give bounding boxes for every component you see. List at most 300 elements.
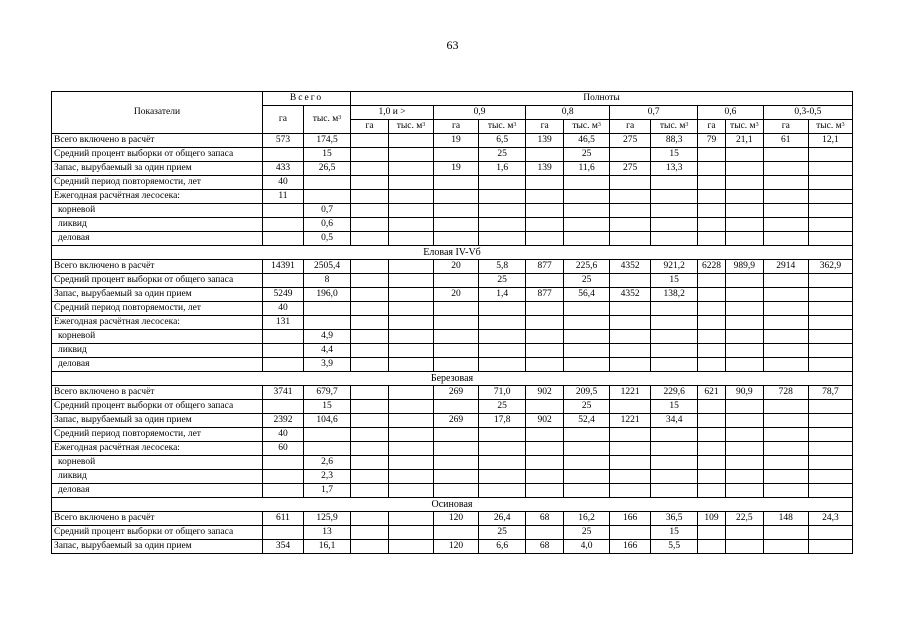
table-row (52, 344, 853, 358)
table-row (52, 386, 853, 400)
table-cell: 8 (303, 274, 350, 288)
table-cell (725, 232, 763, 246)
table-cell (388, 232, 433, 246)
table-cell (388, 288, 433, 302)
table-cell: 2,6 (303, 456, 350, 470)
table-cell (388, 414, 433, 428)
unit-ha: га (610, 120, 651, 134)
table-row (52, 428, 853, 442)
table-cell: 679,7 (303, 386, 350, 400)
table-cell: 1,4 (479, 288, 526, 302)
table-row (52, 316, 853, 330)
table-cell: 921,2 (651, 260, 698, 274)
table-cell (564, 190, 610, 204)
table-cell (610, 148, 651, 162)
table-cell (388, 274, 433, 288)
table-cell: 728 (763, 386, 808, 400)
table-cell (651, 330, 698, 344)
row-label: Средний процент выборки от общего запаса (52, 400, 263, 414)
table-cell (610, 470, 651, 484)
unit-ha: га (698, 120, 726, 134)
table-cell: 16,2 (564, 512, 610, 526)
table-cell: 3,9 (303, 358, 350, 372)
table-cell (651, 344, 698, 358)
table-cell (351, 288, 389, 302)
table-cell (808, 218, 852, 232)
forest-table (51, 91, 853, 554)
table-cell: 5249 (262, 288, 303, 302)
table-row (52, 218, 853, 232)
table-cell (526, 218, 564, 232)
table-cell (303, 316, 350, 330)
table-cell (388, 260, 433, 274)
table-cell (698, 162, 726, 176)
table-cell (479, 190, 526, 204)
table-cell (262, 148, 303, 162)
unit-m3: тыс. $м^3$ (651, 120, 698, 134)
row-label: корневой (52, 456, 263, 470)
table-cell: 229,6 (651, 386, 698, 400)
table-cell (351, 260, 389, 274)
table-cell (564, 204, 610, 218)
table-cell: 269 (434, 386, 479, 400)
table-cell (698, 358, 726, 372)
table-cell: 131 (262, 316, 303, 330)
table-cell (526, 302, 564, 316)
table-cell (351, 358, 389, 372)
table-cell: 120 (434, 512, 479, 526)
table-cell: 46,5 (564, 134, 610, 148)
table-row (52, 414, 853, 428)
table-cell (763, 484, 808, 498)
table-cell (434, 456, 479, 470)
row-label: корневой (52, 204, 263, 218)
row-label: Запас, вырубаемый за один прием (52, 414, 263, 428)
table-row (52, 540, 853, 554)
table-cell (479, 218, 526, 232)
table-cell: 4,9 (303, 330, 350, 344)
table-cell: 1221 (610, 414, 651, 428)
table-cell (351, 302, 389, 316)
table-cell (725, 288, 763, 302)
table-cell (610, 428, 651, 442)
table-cell (526, 484, 564, 498)
table-cell: 611 (262, 512, 303, 526)
table-cell: 104,6 (303, 414, 350, 428)
table-cell (808, 204, 852, 218)
table-cell (564, 344, 610, 358)
unit-ha: га (526, 120, 564, 134)
table-cell: 0,7 (303, 204, 350, 218)
table-cell (262, 218, 303, 232)
row-label: Запас, вырубаемый за один прием (52, 162, 263, 176)
table-cell (351, 274, 389, 288)
table-cell (564, 442, 610, 456)
table-cell (808, 484, 852, 498)
table-cell: 40 (262, 428, 303, 442)
table-cell (725, 330, 763, 344)
table-cell (526, 330, 564, 344)
table-cell (808, 442, 852, 456)
row-label: Средний период повторяемости, лет (52, 176, 263, 190)
table-cell: 354 (262, 540, 303, 554)
table-cell (434, 316, 479, 330)
table-cell: 79 (698, 134, 726, 148)
table-cell (388, 400, 433, 414)
table-cell (434, 274, 479, 288)
table-row (52, 470, 853, 484)
table-cell (763, 316, 808, 330)
table-cell (763, 232, 808, 246)
table-cell (651, 204, 698, 218)
table-cell (479, 428, 526, 442)
table-cell (698, 470, 726, 484)
table-cell (434, 442, 479, 456)
table-cell (610, 204, 651, 218)
table-cell (808, 316, 852, 330)
table-cell (303, 302, 350, 316)
table-cell (526, 470, 564, 484)
table-cell (564, 176, 610, 190)
section-title: Осиновая (52, 498, 853, 512)
section-title: Еловая IV-Vб (52, 246, 853, 260)
table-cell (526, 526, 564, 540)
table-cell (725, 302, 763, 316)
table-cell: 34,4 (651, 414, 698, 428)
row-label: Ежегодная расчётная лесосека: (52, 190, 263, 204)
table-cell (763, 526, 808, 540)
page-number: 63 (446, 38, 459, 52)
table-cell (351, 456, 389, 470)
row-label: Запас, вырубаемый за один прием (52, 540, 263, 554)
table-cell (564, 302, 610, 316)
density-group-header: 0,6 (698, 106, 764, 120)
table-cell (388, 204, 433, 218)
table-cell: 2505,4 (303, 260, 350, 274)
table-cell (698, 442, 726, 456)
table-cell (262, 484, 303, 498)
table-cell (479, 330, 526, 344)
density-group-header: 0,3-0,5 (763, 106, 852, 120)
table-cell (388, 162, 433, 176)
table-cell (388, 428, 433, 442)
table-cell (763, 442, 808, 456)
table-cell (351, 232, 389, 246)
table-cell: 2914 (763, 260, 808, 274)
table-cell (262, 232, 303, 246)
table-cell: 902 (526, 386, 564, 400)
table-row (52, 148, 853, 162)
table-cell (479, 316, 526, 330)
table-cell: 68 (526, 540, 564, 554)
table-cell (434, 302, 479, 316)
table-cell (725, 162, 763, 176)
section-row (52, 372, 853, 386)
table-cell (725, 428, 763, 442)
table-cell (388, 456, 433, 470)
table-cell (698, 302, 726, 316)
table-cell (651, 456, 698, 470)
table-body (52, 134, 853, 554)
table-cell: 0,5 (303, 232, 350, 246)
table-cell (351, 526, 389, 540)
table-row (52, 162, 853, 176)
table-row (52, 456, 853, 470)
table-cell: 209,5 (564, 386, 610, 400)
table-cell: 25 (479, 148, 526, 162)
table-cell (526, 316, 564, 330)
table-cell: 5,8 (479, 260, 526, 274)
table-cell: 26,4 (479, 512, 526, 526)
row-label: деловая (52, 484, 263, 498)
table-cell (763, 358, 808, 372)
table-cell (351, 162, 389, 176)
table-cell (651, 470, 698, 484)
table-cell (763, 288, 808, 302)
table-cell (262, 358, 303, 372)
table-cell: 196,0 (303, 288, 350, 302)
table-row (52, 330, 853, 344)
table-cell (351, 344, 389, 358)
table-cell: 1,7 (303, 484, 350, 498)
table-cell (725, 316, 763, 330)
table-cell (725, 540, 763, 554)
table-cell (262, 470, 303, 484)
table-cell: 174,5 (303, 134, 350, 148)
table-cell (351, 148, 389, 162)
table-cell (763, 540, 808, 554)
table-cell (564, 330, 610, 344)
header-total: Всего (262, 92, 350, 106)
table-cell (698, 190, 726, 204)
table-cell: 78,7 (808, 386, 852, 400)
table-cell: 40 (262, 176, 303, 190)
table-cell (526, 344, 564, 358)
table-cell (610, 190, 651, 204)
row-label: Средний процент выборки от общего запаса (52, 274, 263, 288)
table-cell: 6,6 (479, 540, 526, 554)
table-cell (388, 386, 433, 400)
table-cell (564, 232, 610, 246)
table-cell: 166 (610, 540, 651, 554)
table-cell: 621 (698, 386, 726, 400)
section-row (52, 246, 853, 260)
density-group-header: 0,8 (526, 106, 610, 120)
table-cell: 877 (526, 288, 564, 302)
table-cell (564, 358, 610, 372)
table-cell (610, 526, 651, 540)
row-label: ликвид (52, 344, 263, 358)
table-cell: 12,1 (808, 134, 852, 148)
table-cell (262, 204, 303, 218)
table-cell (526, 204, 564, 218)
table-cell (434, 218, 479, 232)
table-cell (763, 204, 808, 218)
table-cell (610, 176, 651, 190)
table-cell (725, 442, 763, 456)
table-cell (808, 414, 852, 428)
row-label: ликвид (52, 218, 263, 232)
unit-m3: тыс. $м^3$ (808, 120, 852, 134)
row-label: Всего включено в расчёт (52, 386, 263, 400)
table-cell: 3741 (262, 386, 303, 400)
table-cell (610, 442, 651, 456)
table-cell: 15 (651, 148, 698, 162)
table-cell: 15 (651, 400, 698, 414)
table-cell (808, 344, 852, 358)
table-cell (763, 148, 808, 162)
table-cell (725, 190, 763, 204)
table-cell (564, 484, 610, 498)
table-cell (564, 218, 610, 232)
table-cell (725, 204, 763, 218)
table-row (52, 288, 853, 302)
table-cell: 275 (610, 162, 651, 176)
table-cell (610, 232, 651, 246)
table-cell (651, 442, 698, 456)
table-cell (763, 274, 808, 288)
table-cell: 0,6 (303, 218, 350, 232)
table-cell (388, 190, 433, 204)
table-cell: 11 (262, 190, 303, 204)
table-cell (698, 414, 726, 428)
table-cell (351, 428, 389, 442)
table-cell (698, 400, 726, 414)
table-cell (698, 344, 726, 358)
table-cell: 24,3 (808, 512, 852, 526)
table-row (52, 484, 853, 498)
table-cell (351, 386, 389, 400)
table-cell (725, 218, 763, 232)
table-cell (610, 456, 651, 470)
table-cell: 15 (303, 148, 350, 162)
table-cell (651, 358, 698, 372)
table-cell: 6,5 (479, 134, 526, 148)
table-cell (698, 232, 726, 246)
table-cell (610, 218, 651, 232)
table-cell: 225,6 (564, 260, 610, 274)
table-cell (763, 414, 808, 428)
table-cell (610, 484, 651, 498)
table-cell (526, 400, 564, 414)
table-cell (351, 400, 389, 414)
table-cell (725, 274, 763, 288)
table-cell: 17,8 (479, 414, 526, 428)
table-cell (479, 176, 526, 190)
table-cell (479, 358, 526, 372)
table-cell (808, 288, 852, 302)
table-cell: 14391 (262, 260, 303, 274)
table-cell (351, 134, 389, 148)
row-label: Средний процент выборки от общего запаса (52, 526, 263, 540)
table-cell (351, 442, 389, 456)
table-cell: 2392 (262, 414, 303, 428)
row-label: Всего включено в расчёт (52, 512, 263, 526)
table-cell (725, 456, 763, 470)
table-cell (808, 428, 852, 442)
table-cell (808, 162, 852, 176)
table-cell (808, 190, 852, 204)
table-cell (610, 330, 651, 344)
table-cell: 15 (651, 526, 698, 540)
table-cell (388, 176, 433, 190)
table-cell: 25 (479, 274, 526, 288)
table-cell: 26,5 (303, 162, 350, 176)
unit-ha: га (351, 120, 389, 134)
table-cell (434, 400, 479, 414)
table-cell (479, 204, 526, 218)
table-cell (763, 162, 808, 176)
section-title: Березовая (52, 372, 853, 386)
table-cell (434, 148, 479, 162)
table-cell (698, 274, 726, 288)
unit-m3: тыс. $м^3$ (388, 120, 433, 134)
table-cell: 433 (262, 162, 303, 176)
table-cell (388, 512, 433, 526)
table-cell: 166 (610, 512, 651, 526)
table-cell (808, 148, 852, 162)
table-cell (610, 316, 651, 330)
table-cell: 4,4 (303, 344, 350, 358)
table-cell: 88,3 (651, 134, 698, 148)
table-cell (698, 288, 726, 302)
table-cell: 60 (262, 442, 303, 456)
table-cell (388, 330, 433, 344)
table-cell (526, 232, 564, 246)
table-cell (351, 316, 389, 330)
table-cell (351, 414, 389, 428)
table-cell: 1221 (610, 386, 651, 400)
table-cell: 125,9 (303, 512, 350, 526)
table-row (52, 302, 853, 316)
table-cell (698, 176, 726, 190)
table-cell: 71,0 (479, 386, 526, 400)
table-cell (808, 274, 852, 288)
table-row (52, 400, 853, 414)
row-label: деловая (52, 358, 263, 372)
table-cell: 56,4 (564, 288, 610, 302)
table-cell (698, 484, 726, 498)
table-cell (526, 148, 564, 162)
table-cell (808, 526, 852, 540)
table-cell (651, 190, 698, 204)
table-cell (388, 316, 433, 330)
table-cell: 20 (434, 260, 479, 274)
table-cell: 6228 (698, 260, 726, 274)
table-cell (351, 218, 389, 232)
table-cell: 16,1 (303, 540, 350, 554)
table-cell (262, 274, 303, 288)
table-cell (262, 330, 303, 344)
table-cell (351, 204, 389, 218)
table-cell (388, 358, 433, 372)
table-cell (526, 442, 564, 456)
table-cell (388, 302, 433, 316)
table-cell (651, 232, 698, 246)
table-cell (303, 428, 350, 442)
table-cell (434, 232, 479, 246)
table-cell (434, 470, 479, 484)
table-cell (388, 218, 433, 232)
table-cell (725, 358, 763, 372)
table-cell: 138,2 (651, 288, 698, 302)
table-cell (388, 540, 433, 554)
table-cell: 25 (564, 526, 610, 540)
table-cell (725, 400, 763, 414)
table-row (52, 526, 853, 540)
table-cell: 19 (434, 162, 479, 176)
table-cell: 90,9 (725, 386, 763, 400)
